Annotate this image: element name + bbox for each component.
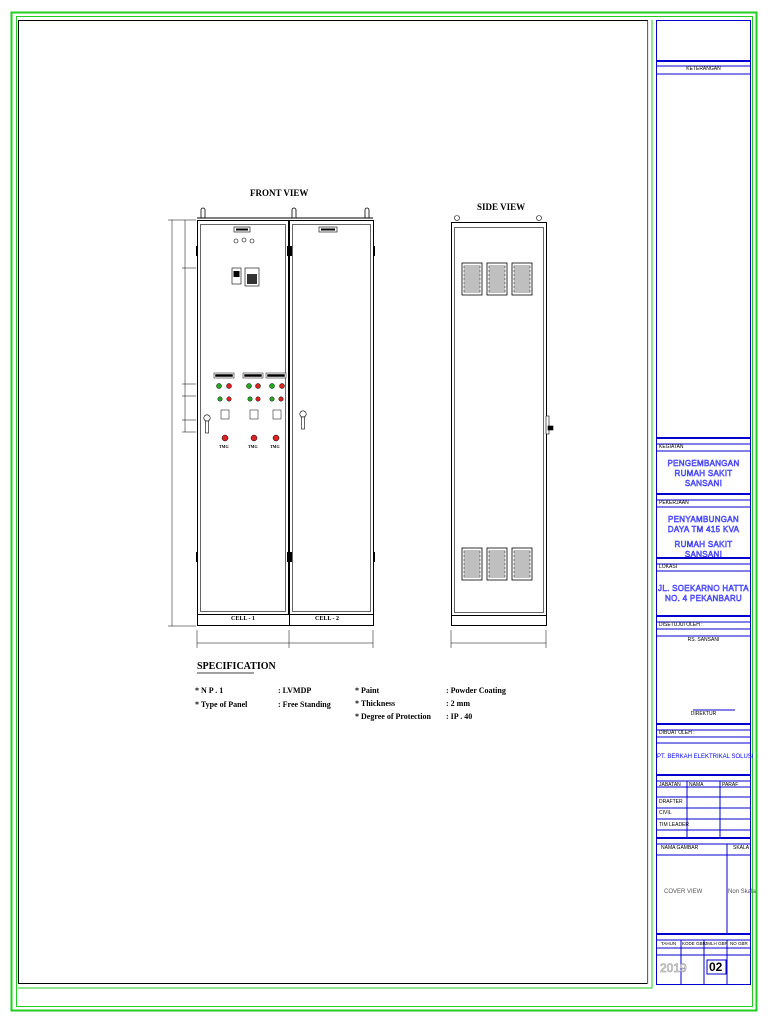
louver-slat <box>489 290 505 292</box>
louver-slat <box>489 567 505 569</box>
louver-slat <box>514 567 530 569</box>
louver-slat <box>514 282 530 284</box>
louver-slat <box>489 551 505 553</box>
keterangan-label: KETERANGAN <box>686 66 721 72</box>
louver-slat <box>514 555 530 557</box>
pilot-lamp-label-3: TMG <box>270 444 280 449</box>
louver-slat <box>489 575 505 577</box>
inner-frame <box>17 17 753 1007</box>
louver-slat <box>464 563 480 565</box>
tahun-value: 2019 <box>660 961 687 975</box>
louver-slat <box>464 278 480 280</box>
louver-vents-top <box>462 263 532 295</box>
louver-slat <box>489 555 505 557</box>
cell-1-label: CELL - 1 <box>231 616 256 622</box>
skala-value: Non Skala <box>728 889 756 895</box>
skala-label: SKALA <box>733 845 750 851</box>
role-tim-leader: TIM LEADER <box>659 822 690 828</box>
pekerjaan-value-1: PENYAMBUNGAN DAYA TM 415 KVA <box>667 515 740 534</box>
louver-slat <box>514 278 530 280</box>
direktur-label: DIREKTUR <box>690 711 717 717</box>
side-view <box>451 216 553 649</box>
louver-slat <box>489 266 505 268</box>
spec-np-value: : LVMDP <box>278 686 312 695</box>
louver-slat <box>464 286 480 288</box>
louver-slat <box>514 270 530 272</box>
louver-slat <box>464 555 480 557</box>
specification-title: SPECIFICATION <box>197 661 276 672</box>
louver-slat <box>514 290 530 292</box>
louver-slat <box>489 274 505 276</box>
louver-slat <box>489 563 505 565</box>
role-civil: CIVIL <box>659 810 672 816</box>
kegiatan-value: PENGEMBANGAN RUMAH SAKIT SANSANI <box>667 459 740 488</box>
kode-gbr-header: KODE GBR <box>682 941 706 946</box>
nama-header: NAMA <box>689 782 704 788</box>
louver-slat <box>514 575 530 577</box>
louver-slat <box>489 286 505 288</box>
spec-np-key: * N P . 1 <box>195 686 224 695</box>
louver-slat <box>489 282 505 284</box>
louver-slat <box>514 571 530 573</box>
no-gbr-header: NO GBR <box>730 941 748 946</box>
louver-slat <box>464 559 480 561</box>
louver-slat <box>464 551 480 553</box>
spec-thickness-value: : 2 mm <box>446 699 470 708</box>
spec-type-key: * Type of Panel <box>195 700 248 709</box>
spec-paint-key: * Paint <box>355 686 380 695</box>
spec-type-value: : Free Standing <box>278 700 331 709</box>
nama-gambar-label: NAMA GAMBAR <box>661 845 699 851</box>
louver-slat <box>464 266 480 268</box>
cell-2-label: CELL - 2 <box>315 616 340 622</box>
louver-slat <box>514 274 530 276</box>
lokasi-value: JL. SOEKARNO HATTA NO. 4 PEKANBARU <box>658 584 749 603</box>
kegiatan-label: KEGIATAN <box>659 444 684 450</box>
spec-protection-key: * Degree of Protection <box>355 712 431 721</box>
spec-protection-value: : IP . 40 <box>446 712 473 721</box>
dibuat-value: PT. BERKAH ELEKTRIKAL SOLUSI <box>657 754 754 760</box>
louver-slat <box>489 270 505 272</box>
pekerjaan-value-2: RUMAH SAKIT SANSANI <box>674 540 733 559</box>
dibuat-label: DIBUAT OLEH : <box>659 730 695 736</box>
louver-slat <box>489 571 505 573</box>
louver-slat <box>514 551 530 553</box>
louver-slat <box>464 274 480 276</box>
paraf-header: PARAF <box>722 782 739 788</box>
role-drafter: DRAFTER <box>659 799 683 805</box>
spec-paint-value: : Powder Coating <box>446 686 506 695</box>
louver-vents-bottom <box>462 548 532 580</box>
louver-slat <box>464 571 480 573</box>
no-gbr-value: 02 <box>709 960 723 974</box>
lokasi-label: LOKASI <box>659 564 678 570</box>
louver-slat <box>514 559 530 561</box>
louver-slat <box>489 278 505 280</box>
disetujui-label: DISETUJUI OLEH : <box>659 622 703 628</box>
disetujui-value: RS. SANSANI <box>687 637 720 643</box>
louver-slat <box>464 270 480 272</box>
side-view-title: SIDE VIEW <box>477 202 526 212</box>
louver-slat <box>464 575 480 577</box>
louver-slat <box>489 559 505 561</box>
pilot-lamp-label-1: TMG <box>219 444 229 449</box>
louver-slat <box>464 282 480 284</box>
spec-thickness-key: * Thickness <box>355 699 396 708</box>
nama-gambar-value: COVER VIEW <box>664 889 703 895</box>
louver-slat <box>514 266 530 268</box>
jmlh-gbr-header: JMLH GBR <box>705 941 728 946</box>
louver-slat <box>464 290 480 292</box>
front-view-title: FRONT VIEW <box>250 188 309 198</box>
louver-slat <box>514 286 530 288</box>
outer-frame <box>12 13 757 1011</box>
louver-slat <box>514 563 530 565</box>
tahun-header: TAHUN <box>661 941 677 946</box>
jabatan-header: JABATAN <box>659 782 681 788</box>
louver-slat <box>464 567 480 569</box>
pilot-lamp-label-2: TMG <box>248 444 258 449</box>
pekerjaan-label: PEKERJAAN <box>659 500 689 506</box>
front-view <box>168 208 375 648</box>
